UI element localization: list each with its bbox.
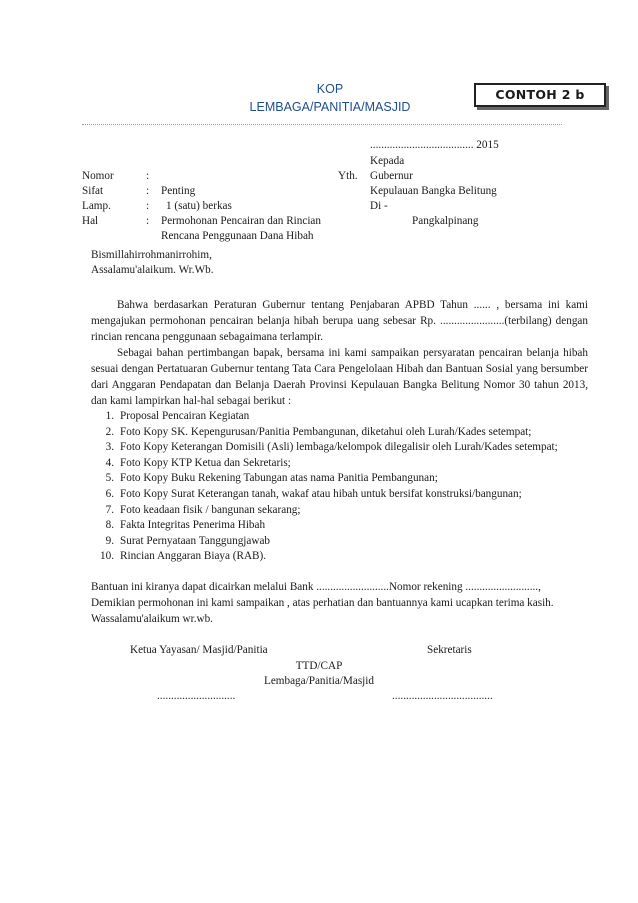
list-text: Foto Kopy Keterangan Domisili (Asli) lembaga/kelompok dilegalisir oleh Lurah/Kades setempat;: [120, 441, 558, 454]
kop-subtitle: LEMBAGA/PANITIA/MASJID: [249, 100, 411, 114]
recipient-line1: Gubernur: [370, 170, 413, 182]
list-item: [94, 440, 594, 456]
opening-salam: Assalamu'alaikum. Wr.Wb.: [91, 264, 214, 276]
recipient-line2: Kepulauan Bangka Belitung: [370, 185, 497, 197]
sifat-value: Penting: [161, 185, 196, 197]
list-item: [94, 503, 594, 519]
list-number: 10.: [100, 550, 114, 563]
recipient-yth: Yth.: [338, 170, 358, 182]
signature-left-title: Ketua Yayasan/ Masjid/Panitia: [130, 644, 268, 656]
list-number: 1.: [105, 410, 114, 422]
list-item: [94, 518, 594, 534]
list-text: Foto keadaan fisik / bangunan sekarang;: [120, 503, 301, 516]
closing-bank: Bantuan ini kiranya dapat dicairkan melalui Bank ..........................Nomor rekening ..........................,: [91, 581, 541, 593]
list-text: Proposal Pencairan Kegiatan: [120, 410, 250, 422]
lamp-value: 1 (satu) berkas: [166, 200, 232, 212]
letterhead: [200, 80, 460, 116]
signature-left-line: ............................: [157, 690, 236, 702]
recipient-di: Di -: [370, 200, 388, 212]
list-number: 4.: [105, 456, 114, 469]
header-divider: [82, 124, 562, 125]
lamp-colon: :: [146, 200, 150, 212]
signature-right-title: Sekretaris: [427, 644, 472, 656]
signature-right-line: ....................................: [392, 690, 493, 702]
recipient-kepada: Kepada: [370, 155, 405, 167]
hal-colon: :: [146, 215, 150, 227]
list-number: 6.: [105, 487, 114, 500]
hal-label: Hal: [82, 215, 99, 227]
signature-organization: Lembaga/Panitia/Masjid: [264, 675, 374, 687]
recipient-city: Pangkalpinang: [412, 215, 479, 227]
opening-bismillah: Bismillahirrohmanirrohim,: [91, 249, 212, 261]
list-item: [94, 471, 594, 487]
letter-date: ..................................... 2015: [370, 139, 499, 151]
example-badge: CONTOH 2 b: [474, 83, 606, 107]
list-text: Fakta Integritas Penerima Hibah: [120, 519, 266, 532]
list-number: 7.: [105, 503, 114, 516]
list-text: Rincian Anggaran Biaya (RAB).: [120, 550, 267, 563]
list-item: [94, 456, 594, 472]
list-text: Foto Kopy KTP Ketua dan Sekretaris;: [120, 456, 291, 469]
nomor-colon: :: [146, 170, 150, 182]
list-item: [94, 487, 594, 503]
body-paragraph-2: Sebagai bahan pertimbangan bapak, bersama ini kami sampaikan persyaratan pencairan belanja hibah sesuai dengan Pertatuaran Gubernur tentang Tata Cara Pengelolaan Hibah dan Bantuan Sosial yang bersumber dari Anggaran Pendapatan dan Belanja Daerah Provinsi Kepulauan Bangka Belitung Nomor 30 tahun 2013, dan kami lampirkan hal-hal sebagai berikut :: [91, 347, 588, 407]
list-number: 2.: [105, 425, 114, 438]
list-text: Surat Pernyataan Tanggungjawab: [120, 534, 270, 547]
list-item: [94, 425, 594, 441]
body-paragraph-1: Bahwa berdasarkan Peraturan Gubernur tentang Penjabaran APBD Tahun ...... , bersama ini kami mengajukan permohonan pencairan belanja hibah berupa uang sebesar Rp. .......................(terbilang) dengan rincian rencana penggunaan sebagaimana terlampir.: [91, 299, 588, 343]
hal-value-line2: Rencana Penggunaan Dana Hibah: [161, 230, 314, 242]
lamp-label: Lamp.: [82, 200, 111, 212]
list-text: Foto Kopy Buku Rekening Tabungan atas nama Panitia Pembangunan;: [120, 472, 438, 485]
nomor-label: Nomor: [82, 170, 114, 182]
sifat-colon: :: [146, 185, 150, 197]
list-number: 5.: [105, 472, 114, 485]
requirements-list: [94, 409, 594, 565]
signature-stamp: TTD/CAP: [295, 660, 343, 672]
closing-thanks: Demikian permohonan ini kami sampaikan , atas perhatian dan bantuannya kami ucapkan terima kasih.: [91, 597, 554, 609]
list-number: 8.: [105, 519, 114, 532]
list-number: 3.: [105, 441, 114, 454]
list-item: [94, 534, 594, 550]
list-number: 9.: [105, 534, 114, 547]
list-text: Foto Kopy Surat Keterangan tanah, wakaf atau hibah untuk bersifat konstruksi/bangunan;: [120, 487, 522, 500]
hal-value-line1: Permohonan Pencairan dan Rincian: [161, 215, 321, 227]
sifat-label: Sifat: [82, 185, 104, 197]
list-text: Foto Kopy SK. Kepengurusan/Panitia Pembangunan, diketahui oleh Lurah/Kades setempat;: [120, 425, 532, 438]
kop-title: KOP: [316, 82, 344, 96]
list-item: [94, 549, 594, 565]
list-item: [94, 409, 594, 425]
closing-salam: Wassalamu'alaikum wr.wb.: [91, 613, 213, 625]
